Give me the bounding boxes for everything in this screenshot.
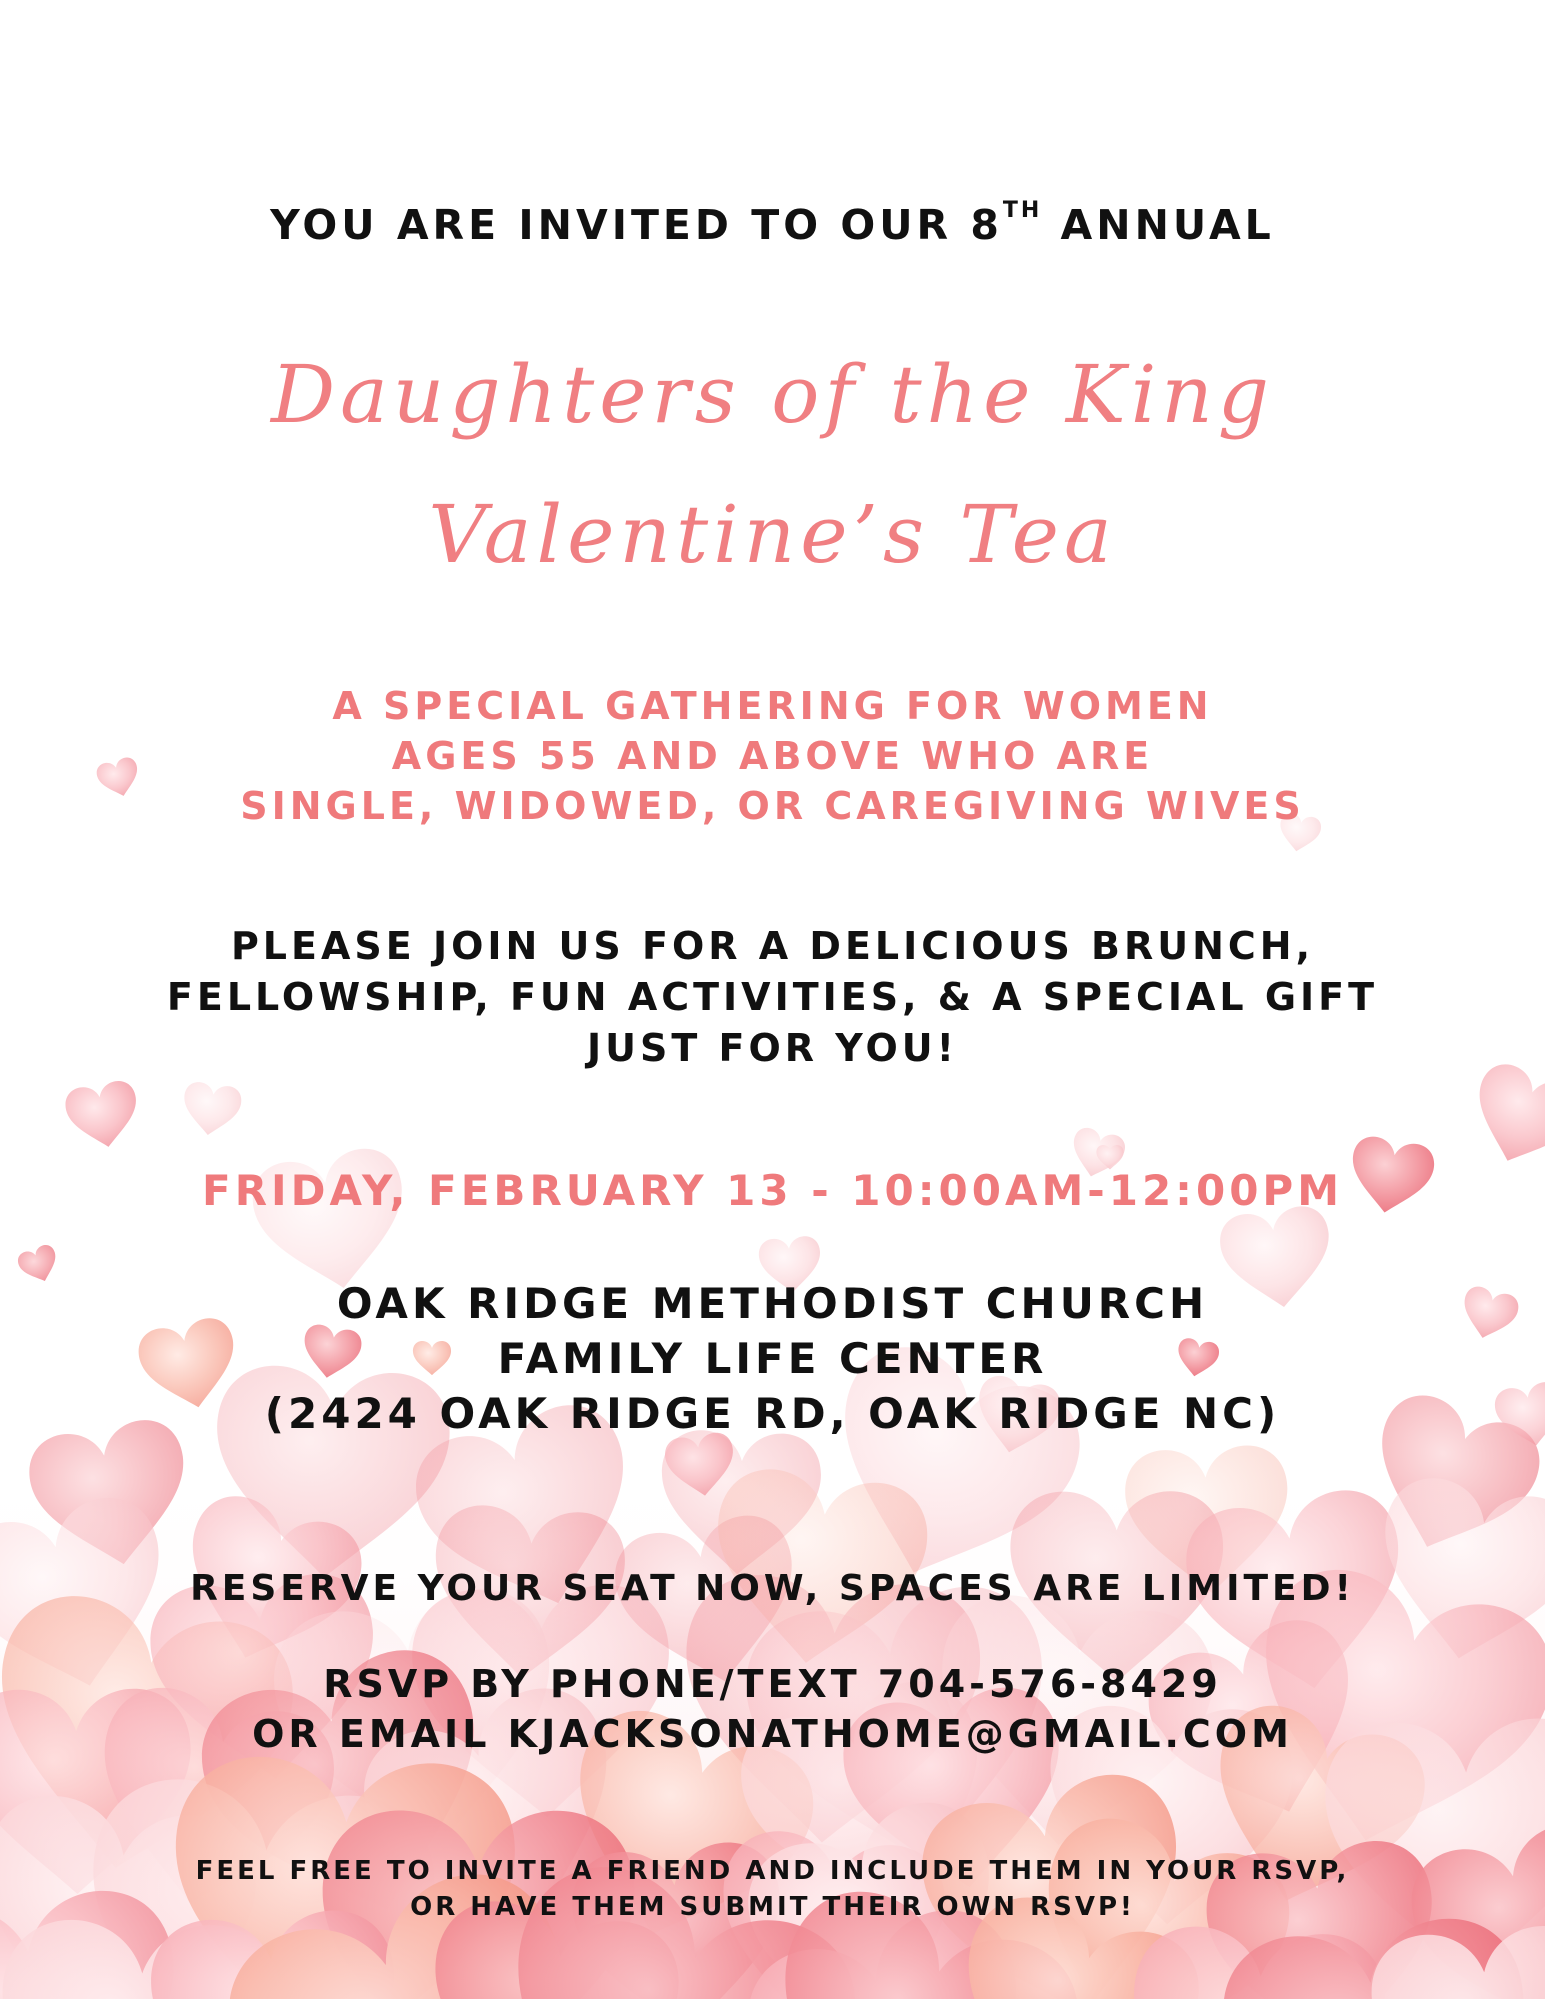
audience-line-2: AGES 55 AND ABOVE WHO ARE bbox=[391, 734, 1154, 778]
description-line-1: PLEASE JOIN US FOR A DELICIOUS BRUNCH, bbox=[230, 924, 1315, 968]
audience-line-1: A SPECIAL GATHERING FOR WOMEN bbox=[332, 684, 1213, 728]
footer-note-line-2: OR HAVE THEM SUBMIT THEIR OWN RSVP! bbox=[410, 1892, 1135, 1922]
invitation-lead-suffix: ANNUAL bbox=[1042, 201, 1275, 249]
venue-address: (2424 OAK RIDGE RD, OAK RIDGE NC) bbox=[264, 1389, 1281, 1438]
footer-note-line-1: FEEL FREE TO INVITE A FRIEND AND INCLUDE THEM IN YOUR RSVP, bbox=[195, 1856, 1350, 1886]
description-line-2: FELLOWSHIP, FUN ACTIVITIES, & A SPECIAL GIFT bbox=[166, 975, 1379, 1019]
rsvp-phone: RSVP BY PHONE/TEXT 704-576-8429 bbox=[323, 1662, 1222, 1706]
decorative-heart bbox=[179, 1080, 243, 1139]
invitation-lead-prefix: YOU ARE INVITED TO OUR 8 bbox=[270, 201, 1003, 249]
audience-line-3: SINGLE, WIDOWED, OR CAREGIVING WIVES bbox=[240, 784, 1305, 828]
rsvp-email: OR EMAIL KJACKSONATHOME@GMAIL.COM bbox=[252, 1712, 1293, 1756]
invitation-lead bbox=[0, 198, 1545, 249]
description-line-3: JUST FOR YOU! bbox=[587, 1026, 958, 1070]
event-date-time: FRIDAY, FEBRUARY 13 - 10:00AM-12:00PM bbox=[202, 1166, 1343, 1215]
invitation-lead-superscript: TH bbox=[1002, 198, 1043, 223]
event-title-line-1: Daughters of the King bbox=[270, 348, 1275, 441]
reserve-note: RESERVE YOUR SEAT NOW, SPACES ARE LIMITED! bbox=[190, 1568, 1355, 1609]
venue-name: OAK RIDGE METHODIST CHURCH bbox=[336, 1279, 1209, 1328]
decorative-heart bbox=[63, 1078, 144, 1153]
decorative-heart bbox=[1460, 1057, 1545, 1178]
event-title-line-2: Valentine’s Tea bbox=[428, 488, 1117, 581]
venue-room: FAMILY LIFE CENTER bbox=[497, 1334, 1048, 1383]
